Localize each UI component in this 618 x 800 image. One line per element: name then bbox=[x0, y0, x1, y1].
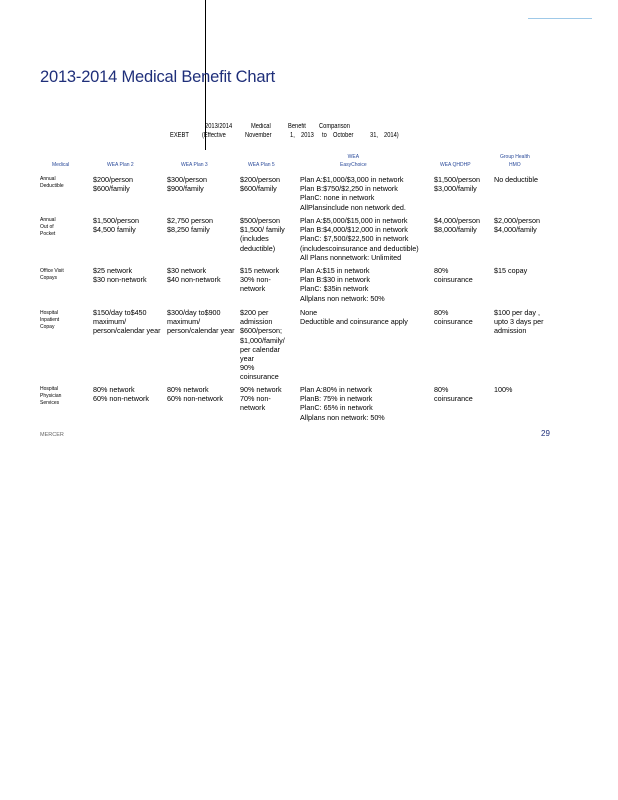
page-number: 29 bbox=[541, 429, 550, 438]
row-label-office-visit-copays: Office Visit Copays bbox=[40, 268, 64, 281]
cell-group-health: No deductible bbox=[494, 175, 538, 184]
cell-group-health: 100% bbox=[494, 385, 513, 394]
subtitle-word: Comparison bbox=[319, 123, 350, 130]
subtitle-word: Benefit bbox=[288, 123, 306, 130]
cell-plan2: $200/person $600/family bbox=[93, 175, 133, 194]
row-label-hospital-inpatient-copay: Hospital Inpatient Copay bbox=[40, 310, 60, 330]
cell-plan5: $200/person $600/family bbox=[240, 175, 280, 194]
row-label-annual-out-of-pocket: Annual Out of Pocket bbox=[40, 217, 56, 237]
cell-qhdhp: 80% coinsurance bbox=[434, 266, 473, 285]
cell-plan3: 80% network 60% non-network bbox=[167, 385, 223, 404]
cell-qhdhp: $4,000/person $8,000/family bbox=[434, 216, 480, 235]
cell-plan2: $25 network $30 non-network bbox=[93, 266, 147, 285]
cell-qhdhp: $1,500/person $3,000/family bbox=[434, 175, 480, 194]
page-title: 2013-2014 Medical Benefit Chart bbox=[40, 68, 276, 86]
header-wea-plan5: WEA Plan 5 bbox=[248, 162, 275, 168]
header-group-health: Group Health HMO bbox=[500, 154, 530, 168]
cell-easychoice: None Deductible and coinsurance apply bbox=[300, 308, 408, 327]
subtitle-word: Medical bbox=[251, 123, 271, 130]
cell-plan5: $15 network 30% non- network bbox=[240, 266, 280, 294]
cell-easychoice: Plan A:$5,000/$15,000 in network Plan B:$4,000/$12,000 in network PlanC: $7,500/$22,500 in network (includescoinsurance and deductible) All Plans nonnetwork: Unlimited bbox=[300, 216, 419, 262]
cell-plan3: $30 network $40 non-network bbox=[167, 266, 221, 285]
cell-group-health: $15 copay bbox=[494, 266, 528, 275]
cell-plan2: $1,500/person $4,500 family bbox=[93, 216, 139, 235]
header-medical: Medical bbox=[52, 162, 70, 168]
header-wea-plan2: WEA Plan 2 bbox=[107, 162, 134, 168]
cell-plan3: $2,750 person $8,250 family bbox=[167, 216, 213, 235]
cell-plan2: 80% network 60% non-network bbox=[93, 385, 149, 404]
subtitle-word: 2013 bbox=[301, 132, 314, 139]
cell-group-health: $100 per day , upto 3 days per admission bbox=[494, 308, 544, 336]
cell-easychoice: Plan A:80% in network PlanB: 75% in network PlanC: 65% in network Allplans non network: 50% bbox=[300, 385, 385, 422]
subtitle-word: 2013/2014 bbox=[205, 123, 233, 130]
subtitle-word: 1, bbox=[290, 132, 295, 139]
cell-plan5: 90% network 70% non- network bbox=[240, 385, 282, 413]
subtitle-word: 31, bbox=[370, 132, 378, 139]
header-wea-easychoice: WEA EasyChoice bbox=[340, 154, 367, 168]
cell-plan2: $150/day to$450 maximum/ person/calendar year bbox=[93, 308, 161, 336]
cell-plan3: $300/person $900/family bbox=[167, 175, 207, 194]
cell-easychoice: Plan A:$15 in network Plan B:$30 in network PlanC: $35in network Allplans non network: 50% bbox=[300, 266, 385, 303]
subtitle-word: November bbox=[245, 132, 272, 139]
subtitle-word: to bbox=[322, 132, 327, 139]
subtitle-word: 2014) bbox=[384, 132, 399, 139]
subtitle-word: EXEBT bbox=[170, 132, 189, 139]
header-rule bbox=[528, 18, 592, 19]
footer-logo-text: MERCER bbox=[40, 432, 64, 438]
cell-plan5: $500/person $1,500/ family (includes deductible) bbox=[240, 216, 285, 253]
subtitle-word: October bbox=[333, 132, 354, 139]
header-wea-qhdhp: WEA QHDHP bbox=[440, 162, 471, 168]
cell-qhdhp: 80% coinsurance bbox=[434, 308, 473, 327]
cell-plan5: $200 per admission $600/person; $1,000/family/ per calendar year 90% coinsurance bbox=[240, 308, 285, 382]
cell-qhdhp: 80% coinsurance bbox=[434, 385, 473, 404]
header-wea-plan3: WEA Plan 3 bbox=[181, 162, 208, 168]
cell-plan3: $300/day to$900 maximum/ person/calendar year bbox=[167, 308, 235, 336]
row-label-annual-deductible: Annual Deductible bbox=[40, 176, 64, 189]
cell-easychoice: Plan A:$1,000/$3,000 in network Plan B:$750/$2,250 in network PlanC: none in network AllPlansinclude non network ded. bbox=[300, 175, 406, 212]
cell-group-health: $2,000/person $4,000/family bbox=[494, 216, 540, 235]
row-label-hospital-physician-services: Hospital Physician Services bbox=[40, 386, 62, 406]
subtitle-word: (Effective bbox=[202, 132, 226, 139]
